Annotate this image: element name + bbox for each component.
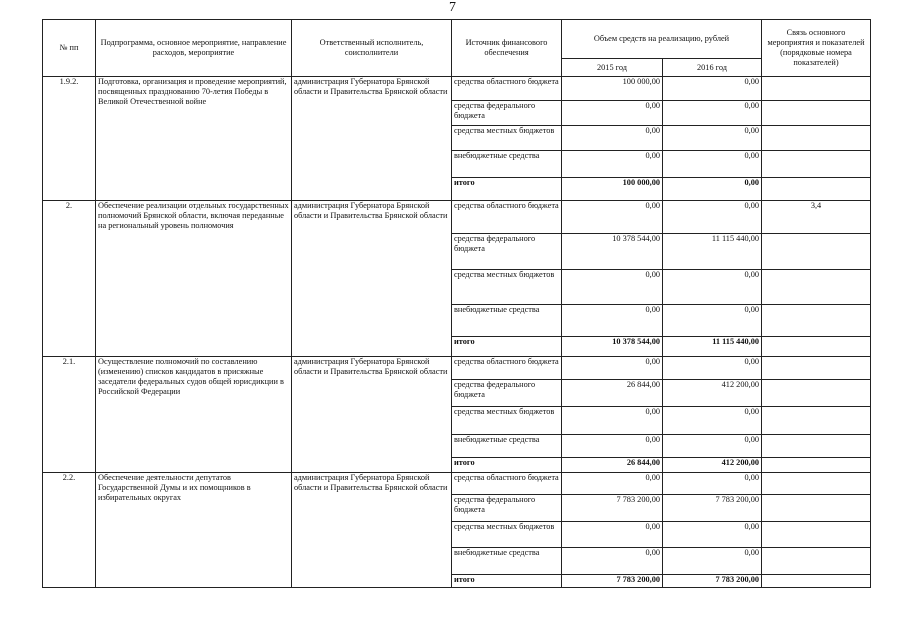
source-cell: средства федерального бюджета	[452, 380, 562, 407]
indicator-link-cell	[762, 575, 871, 588]
source-cell: внебюджетные средства	[452, 305, 562, 337]
amount-2016: 7 783 200,00	[663, 575, 762, 588]
amount-2016: 11 115 440,00	[663, 337, 762, 357]
row-number: 2.	[43, 201, 96, 357]
amount-2016: 0,00	[663, 357, 762, 380]
amount-2016: 0,00	[663, 151, 762, 178]
amount-2015: 0,00	[562, 407, 663, 435]
amount-2015: 26 844,00	[562, 458, 663, 473]
executor-cell: администрация Губернатора Брянской области и Правительства Брянской области	[292, 473, 452, 588]
amount-2015: 0,00	[562, 435, 663, 458]
amount-2016: 412 200,00	[663, 380, 762, 407]
row-number: 1.9.2.	[43, 77, 96, 201]
amount-2016: 7 783 200,00	[663, 495, 762, 522]
header-year-2016: 2016 год	[663, 59, 762, 77]
row-number: 2.2.	[43, 473, 96, 588]
source-cell: внебюджетные средства	[452, 435, 562, 458]
amount-2015: 0,00	[562, 151, 663, 178]
table-row	[43, 77, 871, 101]
amount-2015: 7 783 200,00	[562, 495, 663, 522]
amount-2016: 0,00	[663, 101, 762, 126]
table-row	[43, 357, 871, 380]
amount-2015: 0,00	[562, 305, 663, 337]
source-cell: средства местных бюджетов	[452, 407, 562, 435]
row-number: 2.1.	[43, 357, 96, 473]
total-label: итого	[452, 337, 562, 357]
indicator-link-cell	[762, 305, 871, 337]
executor-cell: администрация Губернатора Брянской области и Правительства Брянской области	[292, 357, 452, 473]
source-cell: внебюджетные средства	[452, 548, 562, 575]
amount-2016: 0,00	[663, 201, 762, 234]
source-cell: средства местных бюджетов	[452, 126, 562, 151]
total-label: итого	[452, 458, 562, 473]
indicator-link-cell	[762, 473, 871, 495]
budget-table	[42, 19, 871, 588]
indicator-link-cell	[762, 337, 871, 357]
source-cell: средства федерального бюджета	[452, 495, 562, 522]
indicator-link-cell	[762, 522, 871, 548]
amount-2016: 0,00	[663, 77, 762, 101]
amount-2015: 100 000,00	[562, 178, 663, 201]
source-cell: средства областного бюджета	[452, 77, 562, 101]
program-cell: Обеспечение реализации отдельных государственных полномочий Брянской области, включая переданные на региональный уровень полномочия	[96, 201, 292, 357]
indicator-link-cell	[762, 548, 871, 575]
indicator-link-cell	[762, 151, 871, 178]
source-cell: внебюджетные средства	[452, 151, 562, 178]
amount-2016: 0,00	[663, 178, 762, 201]
source-cell: средства областного бюджета	[452, 473, 562, 495]
amount-2015: 0,00	[562, 522, 663, 548]
amount-2015: 26 844,00	[562, 380, 663, 407]
indicator-link-cell	[762, 380, 871, 407]
indicator-link-cell	[762, 101, 871, 126]
amount-2015: 10 378 544,00	[562, 337, 663, 357]
header-link: Связь основного мероприятия и показателей (порядковые номера показателей)	[762, 20, 871, 77]
indicator-link-cell	[762, 407, 871, 435]
indicator-link-cell	[762, 234, 871, 270]
indicator-link-cell	[762, 495, 871, 522]
page-number: 7	[449, 0, 456, 15]
header-program: Подпрограмма, основное мероприятие, направление расходов, мероприятие	[96, 20, 292, 77]
executor-cell: администрация Губернатора Брянской области и Правительства Брянской области	[292, 201, 452, 357]
source-cell: средства областного бюджета	[452, 357, 562, 380]
executor-cell: администрация Губернатора Брянской области и Правительства Брянской области	[292, 77, 452, 201]
source-cell: средства местных бюджетов	[452, 522, 562, 548]
amount-2016: 0,00	[663, 305, 762, 337]
header-num: № пп	[43, 20, 96, 77]
amount-2015: 0,00	[562, 201, 663, 234]
table-body	[43, 77, 871, 588]
indicator-link-cell	[762, 357, 871, 380]
table-row	[43, 473, 871, 495]
amount-2016: 0,00	[663, 548, 762, 575]
table-header	[43, 20, 871, 77]
amount-2015: 7 783 200,00	[562, 575, 663, 588]
indicator-link-cell	[762, 458, 871, 473]
header-year-2015: 2015 год	[562, 59, 663, 77]
indicator-link-cell: 3,4	[762, 201, 871, 234]
amount-2016: 0,00	[663, 126, 762, 151]
amount-2015: 0,00	[562, 473, 663, 495]
table-row	[43, 201, 871, 234]
amount-2016: 0,00	[663, 270, 762, 305]
header-source: Источник финансового обеспечения	[452, 20, 562, 77]
indicator-link-cell	[762, 270, 871, 305]
amount-2016: 0,00	[663, 522, 762, 548]
amount-2015: 0,00	[562, 270, 663, 305]
amount-2016: 0,00	[663, 473, 762, 495]
indicator-link-cell	[762, 77, 871, 101]
amount-2016: 412 200,00	[663, 458, 762, 473]
amount-2015: 0,00	[562, 357, 663, 380]
source-cell: средства федерального бюджета	[452, 234, 562, 270]
indicator-link-cell	[762, 126, 871, 151]
program-cell: Подготовка, организация и проведение мероприятий, посвященных празднованию 70-летия Победы в Великой Отечественной войне	[96, 77, 292, 201]
total-label: итого	[452, 178, 562, 201]
amount-2015: 0,00	[562, 548, 663, 575]
indicator-link-cell	[762, 435, 871, 458]
header-executor: Ответственный исполнитель, соисполнители	[292, 20, 452, 77]
amount-2015: 0,00	[562, 101, 663, 126]
program-cell: Обеспечение деятельности депутатов Государственной Думы и их помощников в избирательных округах	[96, 473, 292, 588]
amount-2015: 100 000,00	[562, 77, 663, 101]
program-cell: Осуществление полномочий по составлению (изменению) списков кандидатов в присяжные заседатели федеральных судов общей юрисдикции в Российской Федерации	[96, 357, 292, 473]
header-volume: Объем средств на реализацию, рублей	[562, 20, 762, 59]
amount-2016: 11 115 440,00	[663, 234, 762, 270]
source-cell: средства федерального бюджета	[452, 101, 562, 126]
source-cell: средства областного бюджета	[452, 201, 562, 234]
amount-2015: 10 378 544,00	[562, 234, 663, 270]
amount-2016: 0,00	[663, 407, 762, 435]
source-cell: средства местных бюджетов	[452, 270, 562, 305]
amount-2015: 0,00	[562, 126, 663, 151]
amount-2016: 0,00	[663, 435, 762, 458]
indicator-link-cell	[762, 178, 871, 201]
total-label: итого	[452, 575, 562, 588]
